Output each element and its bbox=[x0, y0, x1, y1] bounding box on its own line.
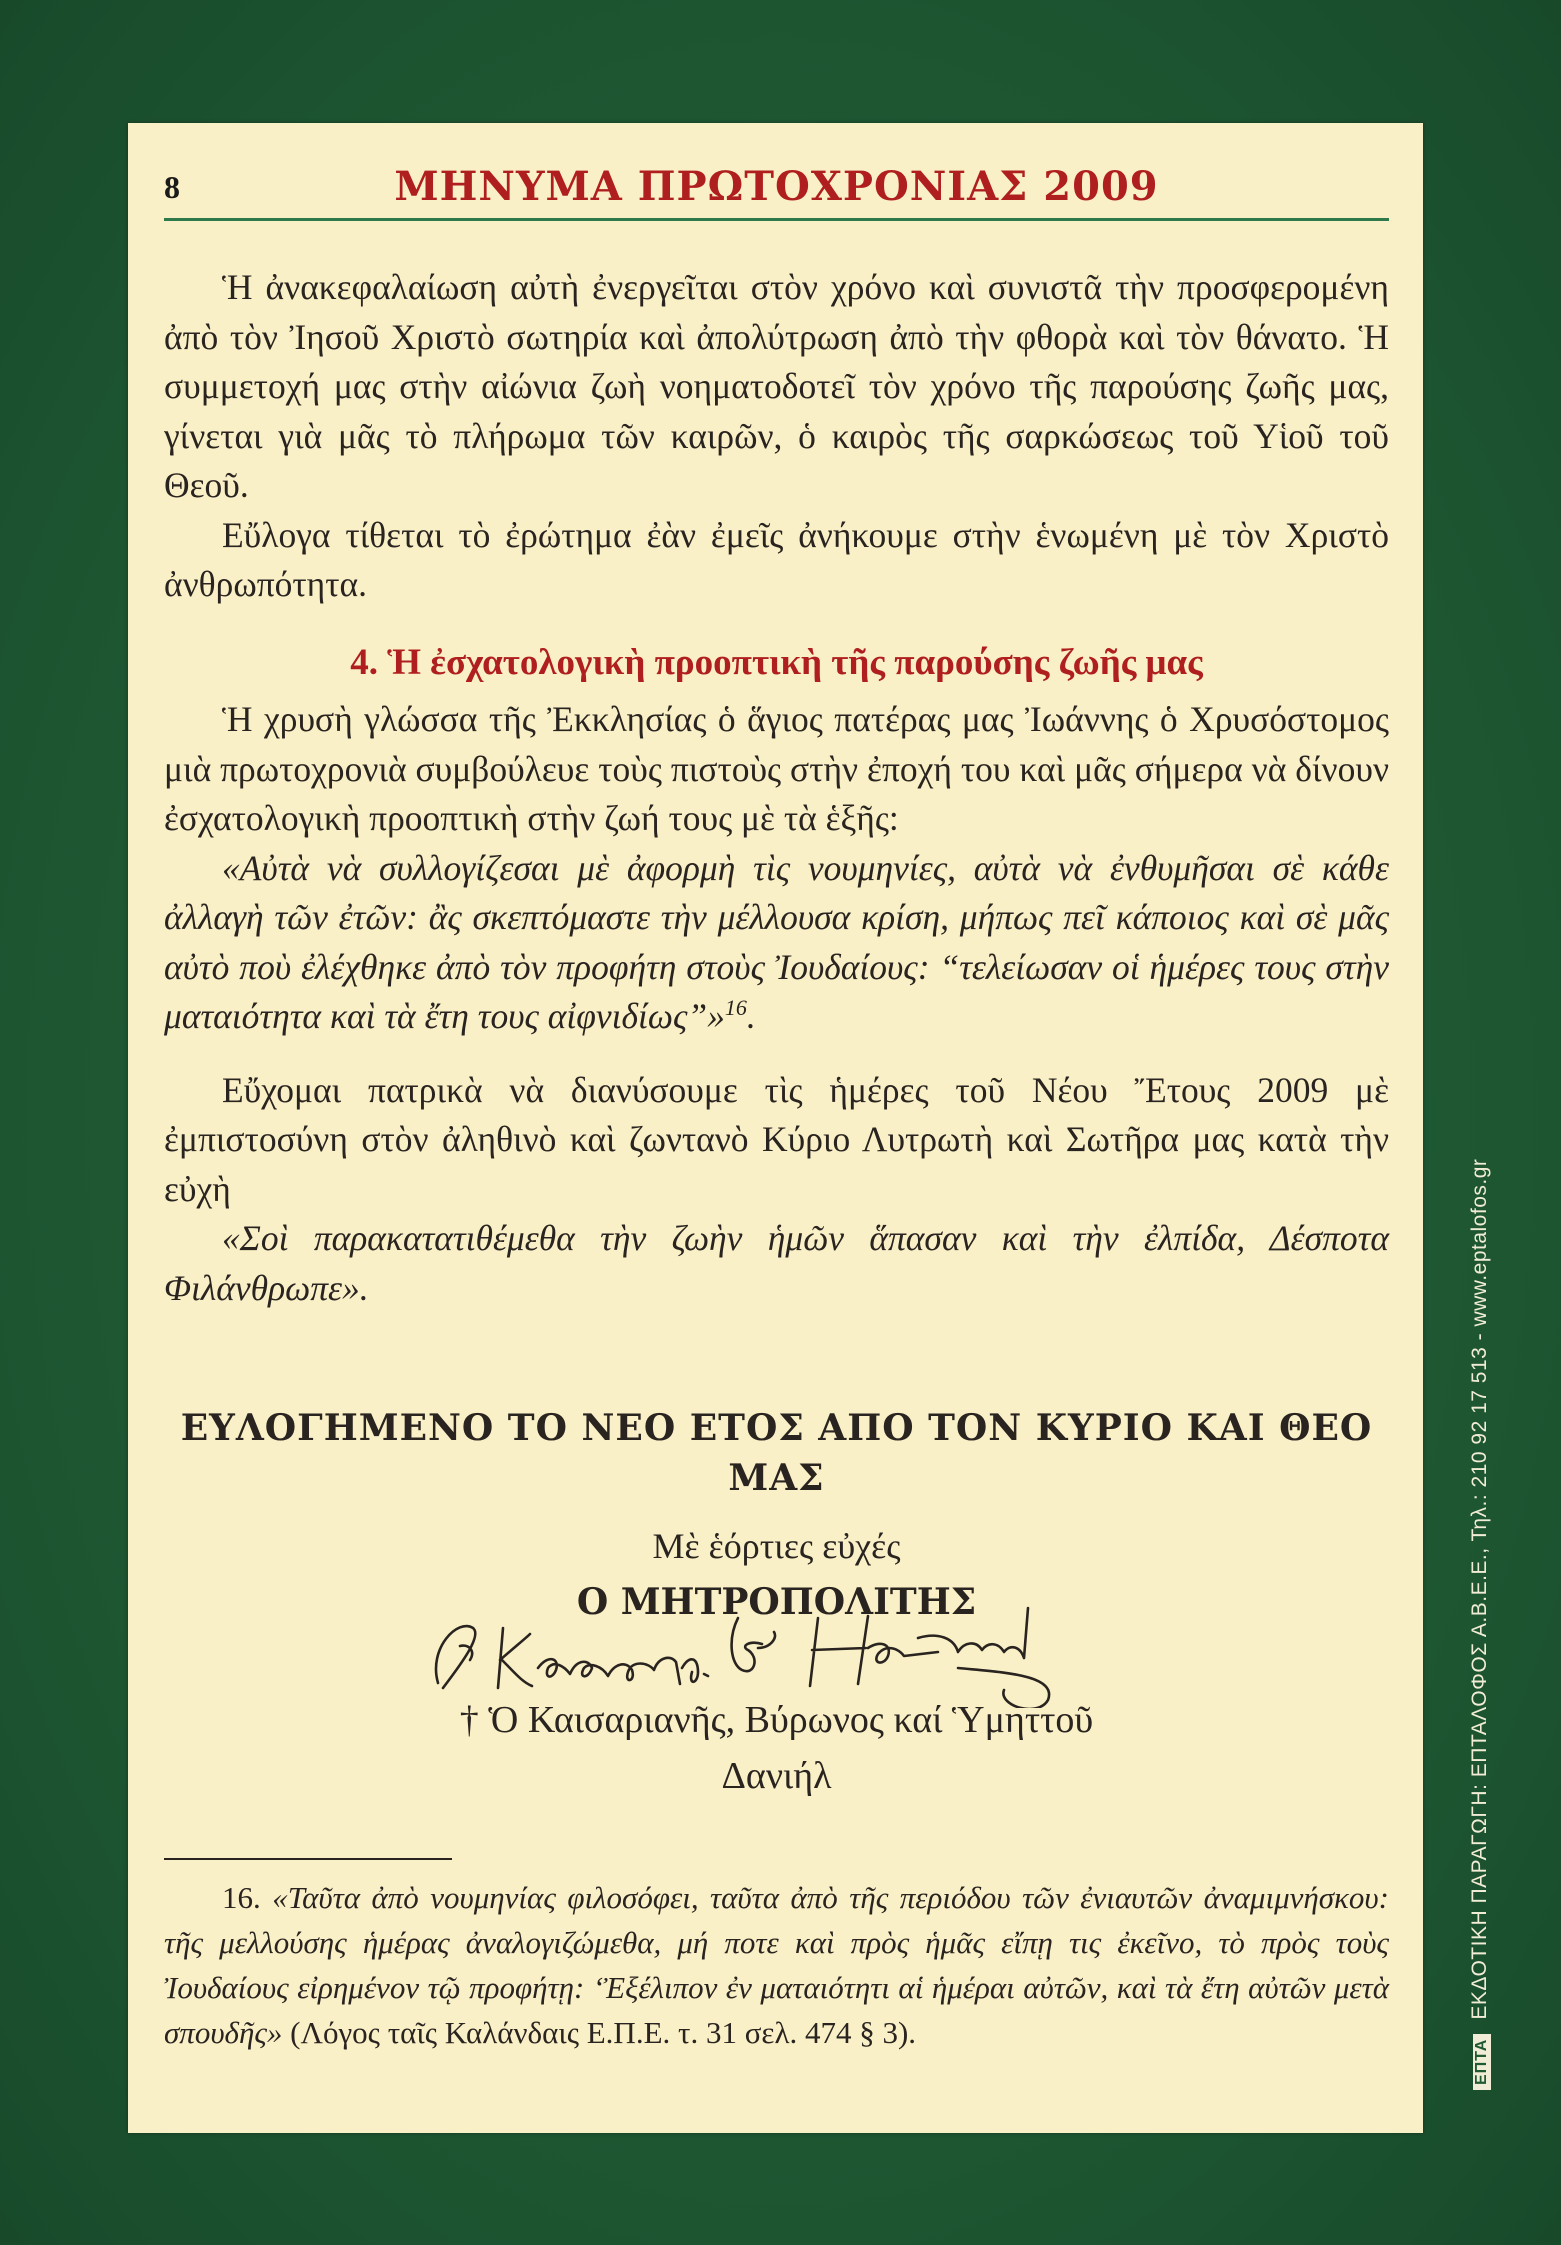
footnote-greek-quote: «Ταῦτα ἀπὸ νουμηνίας φιλοσόφει, ταῦτα ἀπὸ τῆς περιόδου τῶν ἐνιαυτῶν ἀναμιμνήσκου: τῆς μελλούσης ἡμέρας ἀναλογιζώμεθα, μή ποτε καὶ πρὸς ἡμᾶς εἴπῃ τις ἐκεῖνο, τὸ πρὸς τοὺς Ἰουδαίους εἰρημένον τῷ προφήτῃ: ‘Ἐξέλιπον ἐν ματαιότητι αἱ ἡμέραι αὐτῶν, καὶ τὰ ἔτη αὐτῶν μετὰ σπουδῆς» bbox=[164, 1880, 1389, 2050]
chrysostom-quote bbox=[164, 844, 1389, 1042]
body-text bbox=[164, 263, 1389, 1313]
page-number: 8 bbox=[164, 169, 180, 205]
publisher-logo: ΕΠΤΑ bbox=[1473, 2034, 1491, 2090]
blessing-line: ΕΥΛΟΓΗΜΕΝΟ ΤΟ ΝΕΟ ΕΤΟΣ ΑΠΟ ΤΟΝ ΚΥΡΙΟ ΚΑΙ ΘΕΟ ΜΑΣ bbox=[180, 1407, 1373, 1499]
paragraph-2: Εὔλογα τίθεται τὸ ἐρώτημα ἐὰν ἐμεῖς ἀνήκουμε στὴν ἑνωμένη μὲ τὸν Χριστὸ ἀνθρωπότητα. bbox=[164, 514, 1389, 604]
publisher-credit bbox=[1468, 1130, 1492, 2090]
paragraph-3: Ἡ χρυσὴ γλώσσα τῆς Ἐκκλησίας ὁ ἅγιος πατέρας μας Ἰωάννης ὁ Χρυσόστομος μιὰ πρωτοχρονιὰ συμβούλευε τοὺς πιστοὺς στὴν ἐποχή του καὶ μᾶς σήμερα νὰ δίνουν ἐσχατολογικὴ προοπτικὴ στὴν ζωή τους μὲ τὰ ἑξῆς: bbox=[164, 699, 1389, 838]
header-rule bbox=[164, 218, 1389, 221]
quote-end: . bbox=[746, 996, 756, 1036]
prayer-quote: «Σοὶ παρακατατιθέμεθα τὴν ζωὴν ἡμῶν ἅπασαν καὶ τὴν ἐλπίδα, Δέσποτα Φιλάνθρωπε». bbox=[164, 1218, 1389, 1308]
publisher-credit-text: ΕΚΔΟΤΙΚΗ ΠΑΡΑΓΩΓΗ: ΕΠΤΑΛΟΦΟΣ Α.Β.Ε.Ε., Τηλ.: 210 92 17 513 - www.eptalofos.gr bbox=[1468, 1158, 1491, 2020]
footnote-source: (Λόγος ταῖς Καλάνδαις Ε.Π.Ε. τ. 31 σελ. 474 § 3). bbox=[290, 2015, 917, 2050]
handwritten-signature bbox=[398, 1588, 1078, 1708]
wishes-line: Μὲ ἑόρτιες εὐχές bbox=[652, 1526, 901, 1566]
signer-name: Δανιήλ bbox=[721, 1755, 832, 1797]
section-heading: 4. Ἡ ἐσχατολογικὴ προοπτικὴ τῆς παρούσης ζωῆς μας bbox=[350, 641, 1203, 683]
footnote-16 bbox=[164, 1875, 1389, 2055]
footnote-reference: 16 bbox=[724, 995, 747, 1021]
paragraph-1: Ἡ ἀνακεφαλαίωση αὐτὴ ἐνεργεῖται στὸν χρόνο καὶ συνιστᾶ τὴν προσφερομένη ἀπὸ τὸν Ἰησοῦ Χριστὸ σωτηρία καὶ ἀπολύτρωση ἀπὸ τὴν φθορὰ καὶ τὸν θάνατο. Ἡ συμμετοχή μας στὴν αἰώνια ζωὴ νοηματοδοτεῖ τὸν χρόνο τῆς παρούσης ζωῆς μας, γίνεται γιὰ μᾶς τὸ πλήρωμα τῶν καιρῶν, ὁ καιρὸς τῆς σαρκώσεως τοῦ Υἱοῦ τοῦ Θεοῦ. bbox=[164, 267, 1389, 505]
metropolitan-title: Ο ΜΗΤΡΟΠΟΛΙΤΗΣ bbox=[576, 1581, 977, 1623]
footnote-number: 16. bbox=[222, 1880, 261, 1915]
running-title: ΜΗΝΥΜΑ ΠΡΩΤΟΧΡΟΝΙΑΣ 2009 bbox=[394, 163, 1159, 210]
quote-text: «Αὐτὰ νὰ συλλογίζεσαι μὲ ἀφορμὴ τὶς νουμηνίες, αὐτὰ νὰ ἐνθυμῆσαι σὲ κάθε ἀλλαγὴ τῶν ἐτῶν: ἂς σκεπτόμαστε τὴν μέλλουσα κρίση, μήπως πεῖ κάποιος καὶ σὲ μᾶς αὐτὸ ποὺ ἐλέχθηκε ἀπὸ τὸν προφήτη στοὺς Ἰουδαίους: “τελείωσαν οἱ ἡμέρες τους στὴν ματαιότητα καὶ τὰ ἔτη τους αἰφνιδίως”» bbox=[164, 847, 1389, 1036]
page-header bbox=[164, 163, 1389, 223]
signer-line: † Ὁ Καισαριανῆς, Βύρωνος καί Ὑμηττοῦ bbox=[459, 1699, 1094, 1741]
footnote-rule bbox=[164, 1858, 452, 1860]
paragraph-4: Εὔχομαι πατρικὰ νὰ διανύσουμε τὶς ἡμέρες τοῦ Νέου Ἔτους 2009 μὲ ἐμπιστοσύνη στὸν ἀληθινὸ καὶ ζωντανὸ Κύριο Λυτρωτὴ καὶ Σωτῆρα μας κατὰ τὴν εὐχὴ bbox=[164, 1069, 1389, 1209]
document-page bbox=[128, 123, 1423, 2133]
